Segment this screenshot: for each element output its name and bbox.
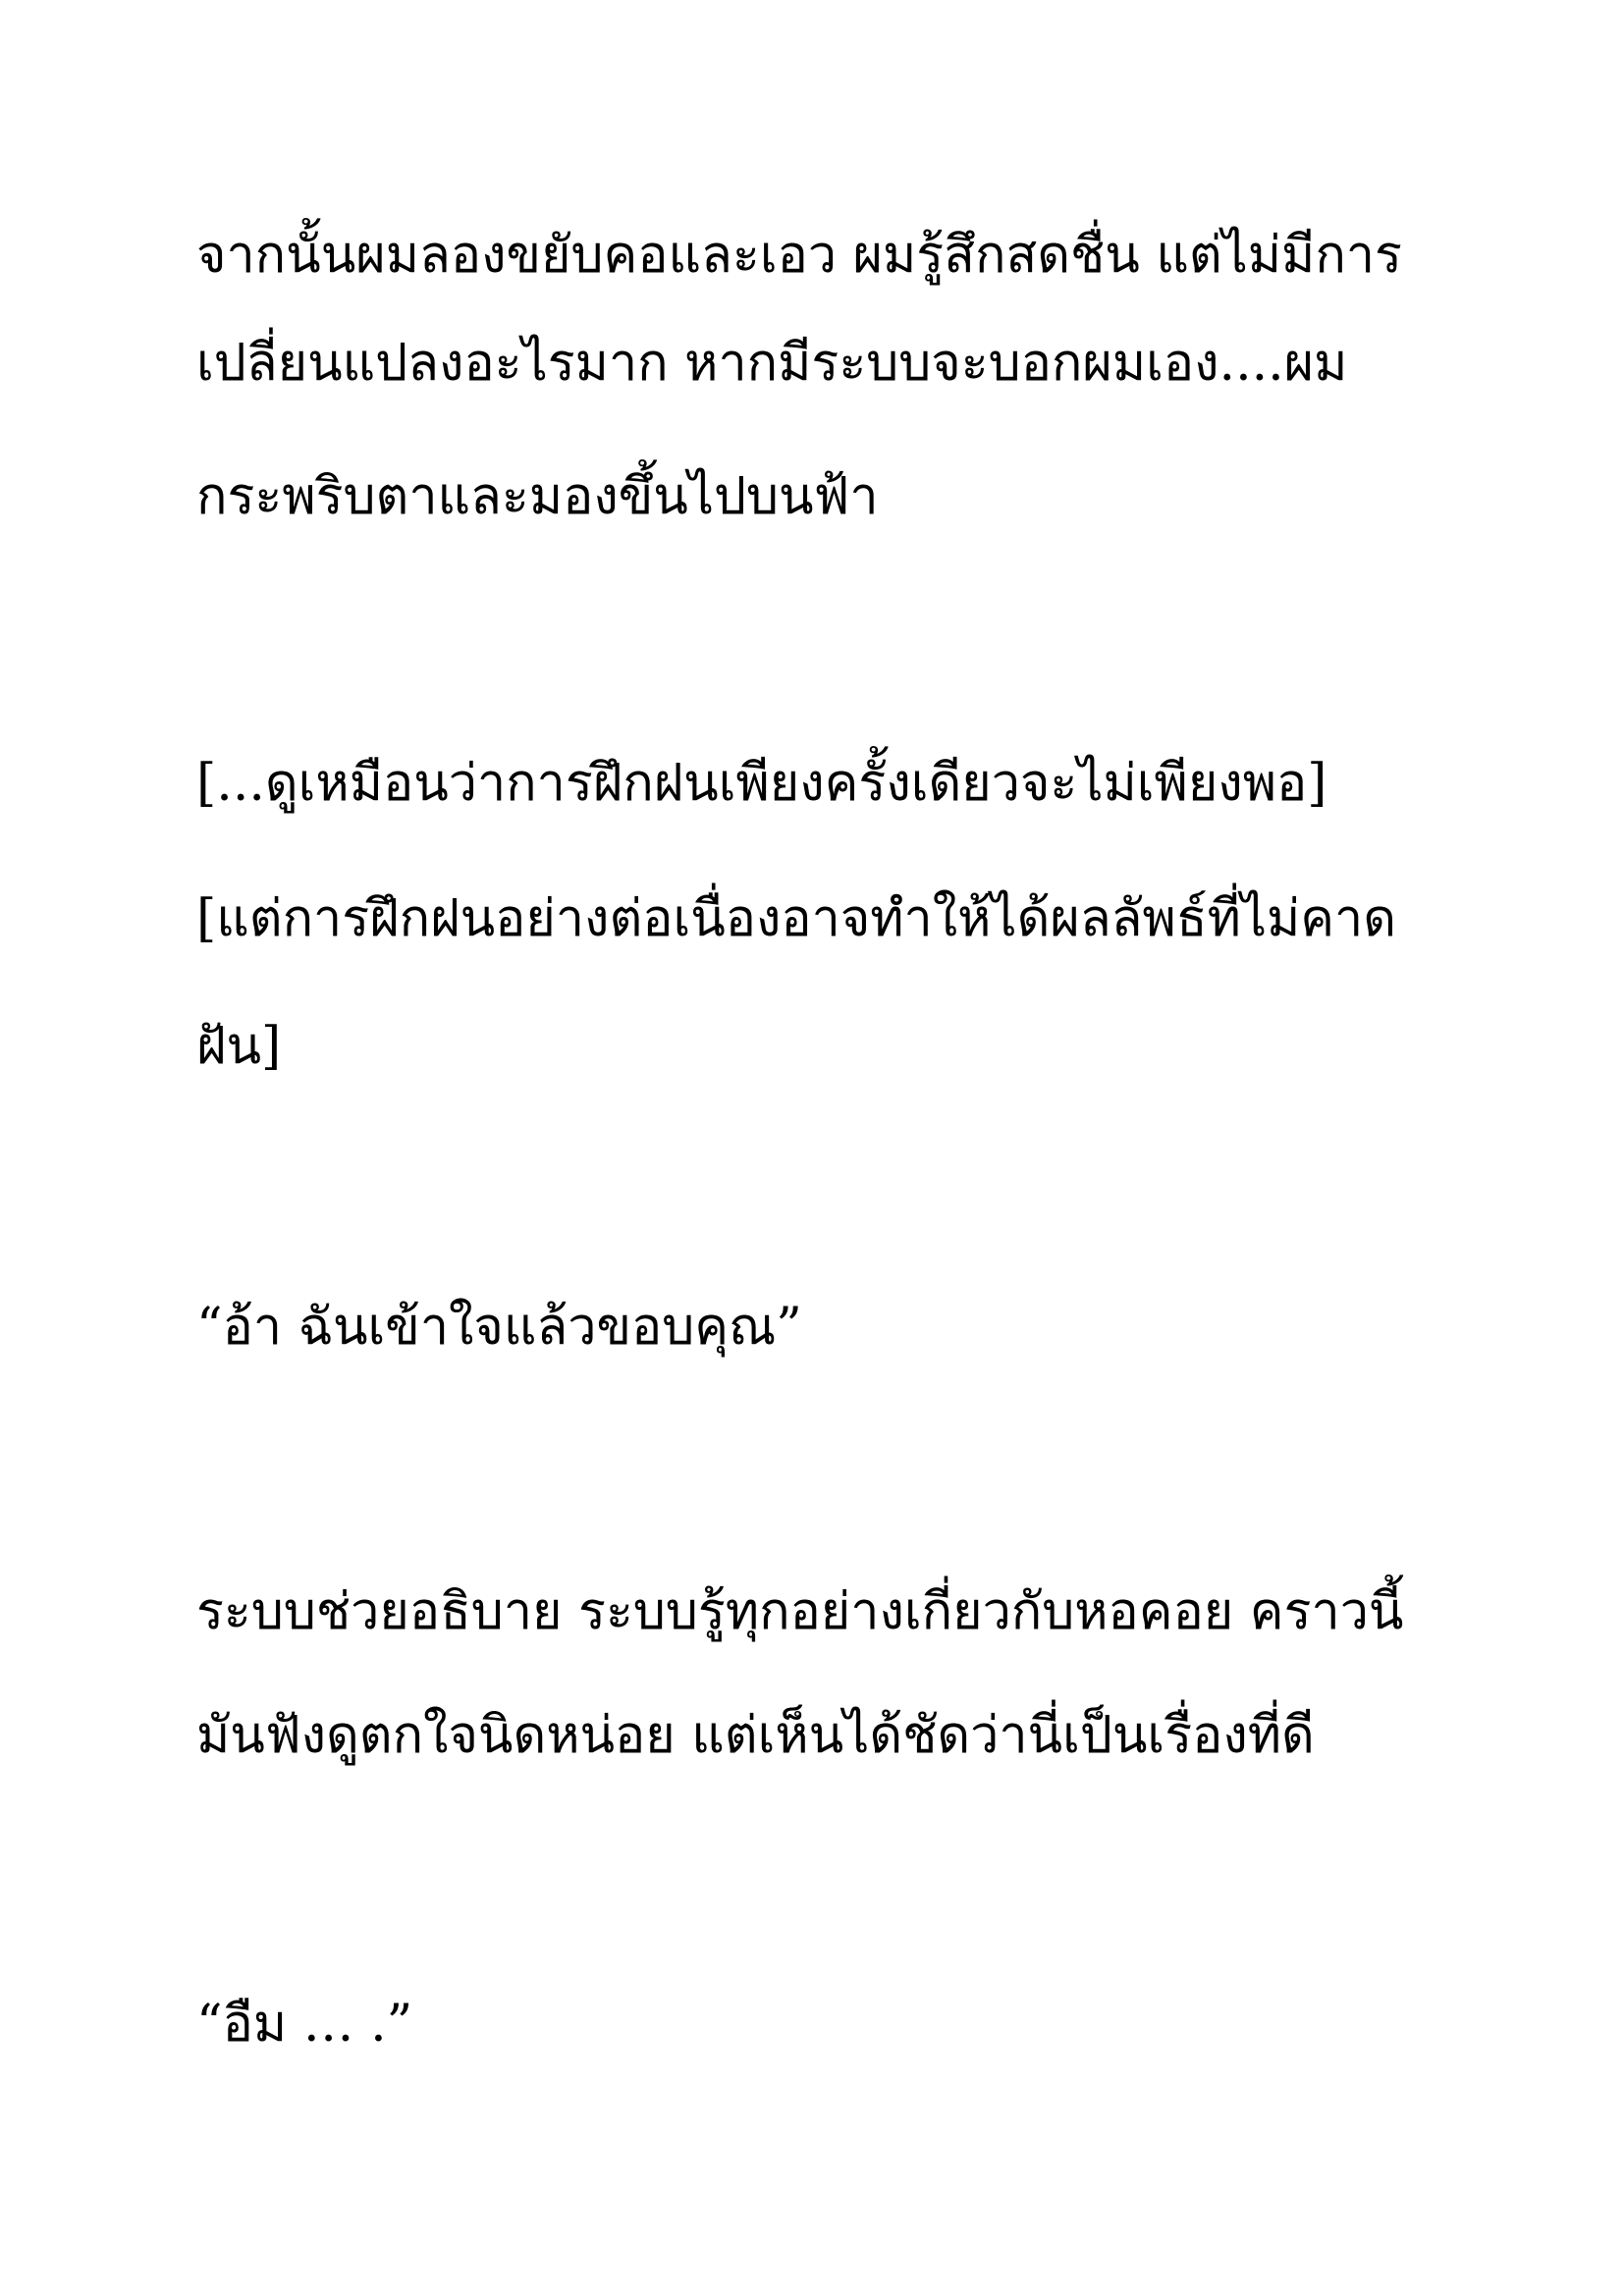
paragraph-3-line-2: ฝัน] (196, 1017, 282, 1076)
paragraph-2-line-1: [...ดูเหมือนว่าการฝึกฝนเพียงครั้งเดียวจะไม่เพียงพอ] (196, 754, 1327, 813)
paragraph-5-line-2: มันฟังดูตกใจนิดหน่อย แต่เห็นได้ชัดว่านี่เป็นเรื่องที่ดี (196, 1706, 1315, 1765)
paragraph-1-line-3: กระพริบตาและมองขึ้นไปบนฟ้า (196, 467, 879, 526)
paragraph-4-line-1: “อ้า ฉันเข้าใจแล้วขอบคุณ” (196, 1298, 802, 1357)
paragraph-6-line-1: “อืม … .” (196, 1995, 413, 2054)
paragraph-3-line-1: [แต่การฝึกฝนอย่างต่อเนื่องอาจทำให้ได้ผลลัพธ์ที่ไม่คาด (196, 889, 1397, 948)
paragraph-1-line-2: เปลี่ยนแปลงอะไรมาก หากมีระบบจะบอกผมเอง....ผม (196, 334, 1348, 393)
paragraph-1-line-1: จากนั้นผมลองขยับคอและเอว ผมรู้สึกสดชื่น แต่ไม่มีการ (196, 226, 1402, 285)
paragraph-5-line-1: ระบบช่วยอธิบาย ระบบรู้ทุกอย่างเกี่ยวกับหอคอย คราวนี้ (196, 1582, 1404, 1641)
